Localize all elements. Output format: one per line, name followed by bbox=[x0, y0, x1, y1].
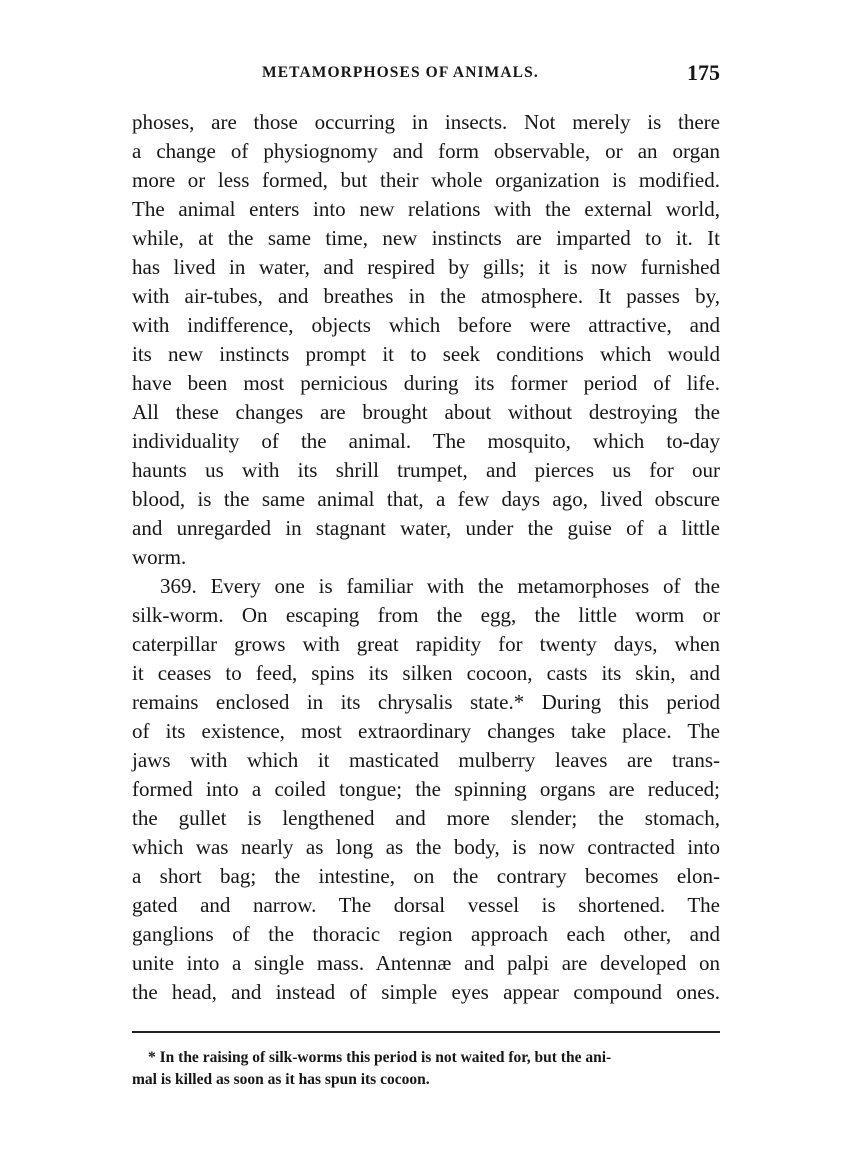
book-page bbox=[132, 62, 720, 1091]
text-line: haunts us with its shrill trumpet, and pierces us for our bbox=[132, 458, 720, 482]
text-line: unite into a single mass. Antennæ and palpi are developed on bbox=[132, 951, 720, 975]
text-line: it ceases to feed, spins its silken cocoon, casts its skin, and bbox=[132, 661, 720, 685]
text-line: with air-tubes, and breathes in the atmosphere. It passes by, bbox=[132, 284, 720, 308]
footnote-line: mal is killed as soon as it has spun its cocoon. bbox=[132, 1071, 430, 1088]
text-line: while, at the same time, new instincts are imparted to it. It bbox=[132, 226, 720, 250]
footnote-line: * In the raising of silk-worms this period is not waited for, but the ani- bbox=[148, 1049, 612, 1066]
text-line: caterpillar grows with great rapidity for twenty days, when bbox=[132, 632, 720, 656]
text-line: the gullet is lengthened and more slender; the stomach, bbox=[132, 806, 720, 830]
text-line: a change of physiognomy and form observable, or an organ bbox=[132, 139, 720, 163]
text-line: which was nearly as long as the body, is now contracted into bbox=[132, 835, 720, 859]
text-line: All these changes are brought about without destroying the bbox=[132, 400, 720, 424]
text-line: and unregarded in stagnant water, under the guise of a little bbox=[132, 516, 720, 540]
text-line: have been most pernicious during its former period of life. bbox=[132, 371, 720, 395]
text-line: with indifference, objects which before were attractive, and bbox=[132, 313, 720, 337]
text-line: remains enclosed in its chrysalis state.* During this period bbox=[132, 690, 720, 714]
text-line: ganglions of the thoracic region approach each other, and bbox=[132, 922, 720, 946]
paragraph-369-start: 369. Every one is familiar with the metamorphoses of the bbox=[160, 574, 720, 598]
text-line: the head, and instead of simple eyes appear compound ones. bbox=[132, 980, 720, 1004]
text-line: of its existence, most extraordinary changes take place. The bbox=[132, 719, 720, 743]
text-line: formed into a coiled tongue; the spinning organs are reduced; bbox=[132, 777, 720, 801]
text-line: more or less formed, but their whole organization is modified. bbox=[132, 168, 720, 192]
text-line: phoses, are those occurring in insects. Not merely is there bbox=[132, 110, 720, 134]
text-line: jaws with which it masticated mulberry leaves are trans- bbox=[132, 748, 720, 772]
text-line: worm. bbox=[132, 545, 187, 569]
running-head bbox=[132, 62, 720, 88]
text-line: has lived in water, and respired by gills; it is now furnished bbox=[132, 255, 720, 279]
text-line: gated and narrow. The dorsal vessel is shortened. The bbox=[132, 893, 720, 917]
text-line: a short bag; the intestine, on the contrary becomes elon- bbox=[132, 864, 720, 888]
page-number: 175 bbox=[687, 60, 720, 85]
running-title: METAMORPHOSES OF ANIMALS. bbox=[262, 64, 539, 81]
footnote bbox=[132, 1047, 720, 1091]
footnote-divider bbox=[132, 1031, 720, 1033]
text-line: individuality of the animal. The mosquito, which to-day bbox=[132, 429, 720, 453]
body-text bbox=[132, 108, 720, 1007]
text-line: The animal enters into new relations with the external world, bbox=[132, 197, 720, 221]
text-line: silk-worm. On escaping from the egg, the little worm or bbox=[132, 603, 720, 627]
text-line: blood, is the same animal that, a few days ago, lived obscure bbox=[132, 487, 720, 511]
text-line: its new instincts prompt it to seek conditions which would bbox=[132, 342, 720, 366]
